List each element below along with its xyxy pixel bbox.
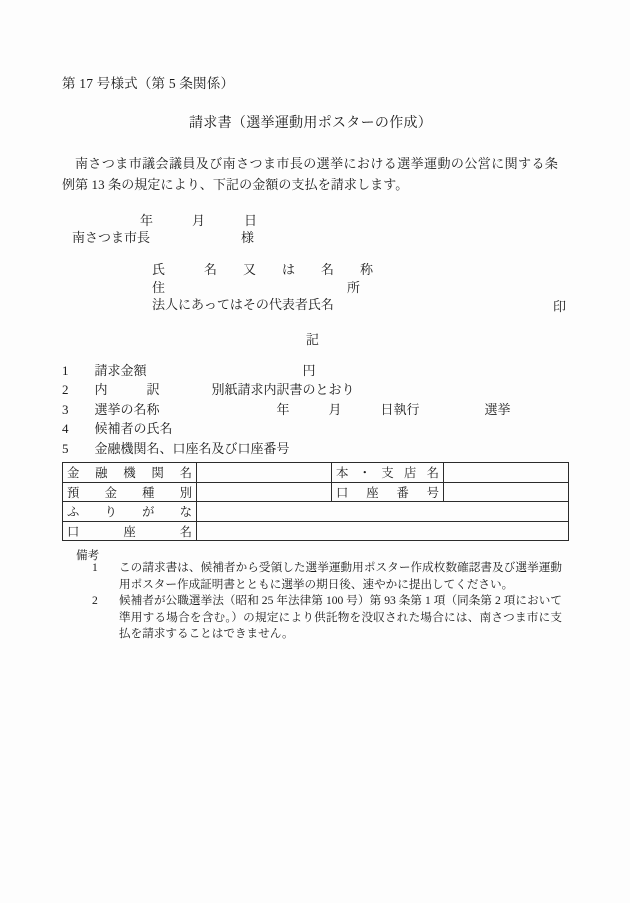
table-label-financial-institution: 金融機関名 — [63, 463, 197, 483]
remarks-list — [92, 560, 562, 643]
table-row — [63, 482, 569, 502]
list-item: 5 金融機関名、口座名及び口座番号 — [62, 440, 290, 456]
table-input-account-name[interactable] — [197, 521, 569, 541]
table-row — [63, 521, 569, 541]
remark-text: 候補者が公職選挙法（昭和 25 年法律第 100 号）第 93 条第 1 項（同条第 2 項において準用する場合を含む。）の規定により供託物を没収された場合には、南さつま市に支払を請求することはできません。 — [119, 594, 562, 641]
table-input-deposit-type[interactable] — [197, 482, 332, 502]
remark-number: 2 — [92, 594, 98, 608]
table-label-branch: 本・支店名 — [332, 463, 444, 483]
signer-address-line: 住 所 — [152, 279, 361, 295]
table-row — [63, 463, 569, 483]
bank-account-table — [62, 462, 569, 541]
table-input-financial-institution[interactable] — [197, 463, 332, 483]
remark-number: 1 — [92, 561, 98, 574]
addressee-line: 南さつま市長 様 — [72, 230, 255, 245]
list-item: 4 候補者の氏名 — [62, 421, 173, 437]
signer-name-line: 氏 名 又 は 名 称 — [152, 262, 374, 277]
remarks-label: 備考 — [76, 549, 100, 562]
table-input-branch[interactable] — [444, 463, 569, 483]
table-input-account-number[interactable] — [444, 482, 569, 502]
table-label-furigana: ふりがな — [63, 502, 197, 522]
table-label-account-name: 口座名 — [63, 521, 197, 541]
date-line: 年 月 日 — [140, 213, 258, 228]
remark-text: この請求書は、候補者から受領した選挙運動用ポスター作成枚数確認書及び選挙運動用ポスター作成証明書とともに選挙の期日後、速やかに提出してください。 — [119, 561, 562, 591]
list-item: 2 内 訳 別紙請求内訳書のとおり — [62, 382, 355, 398]
numbered-items — [62, 361, 511, 458]
list-item: 3 選挙の名称 年 月 日執行 選挙 — [62, 401, 511, 417]
table-label-account-number: 口座番号 — [332, 482, 444, 502]
table-input-furigana[interactable] — [197, 502, 569, 522]
signer-block — [152, 261, 373, 314]
seal-mark: 印 — [553, 299, 567, 314]
list-item: 1 請求金額 円 — [62, 363, 316, 378]
remark-item — [92, 593, 562, 643]
ki-mark: 記 — [306, 332, 320, 347]
table-row — [63, 502, 569, 522]
body-paragraph: 南さつま市議会議員及び南さつま市長の選挙における選挙運動の公営に関する条例第 13 条の規定により、下記の金額の支払を請求します。 — [62, 156, 558, 192]
remark-item — [92, 560, 562, 593]
form-number: 第 17 号様式（第 5 条関係） — [62, 76, 235, 91]
signer-representative-line: 法人にあってはその代表者氏名 — [152, 297, 334, 312]
table-label-deposit-type: 預金種別 — [63, 482, 197, 502]
page-title: 請求書（選挙運動用ポスターの作成） — [189, 116, 433, 131]
